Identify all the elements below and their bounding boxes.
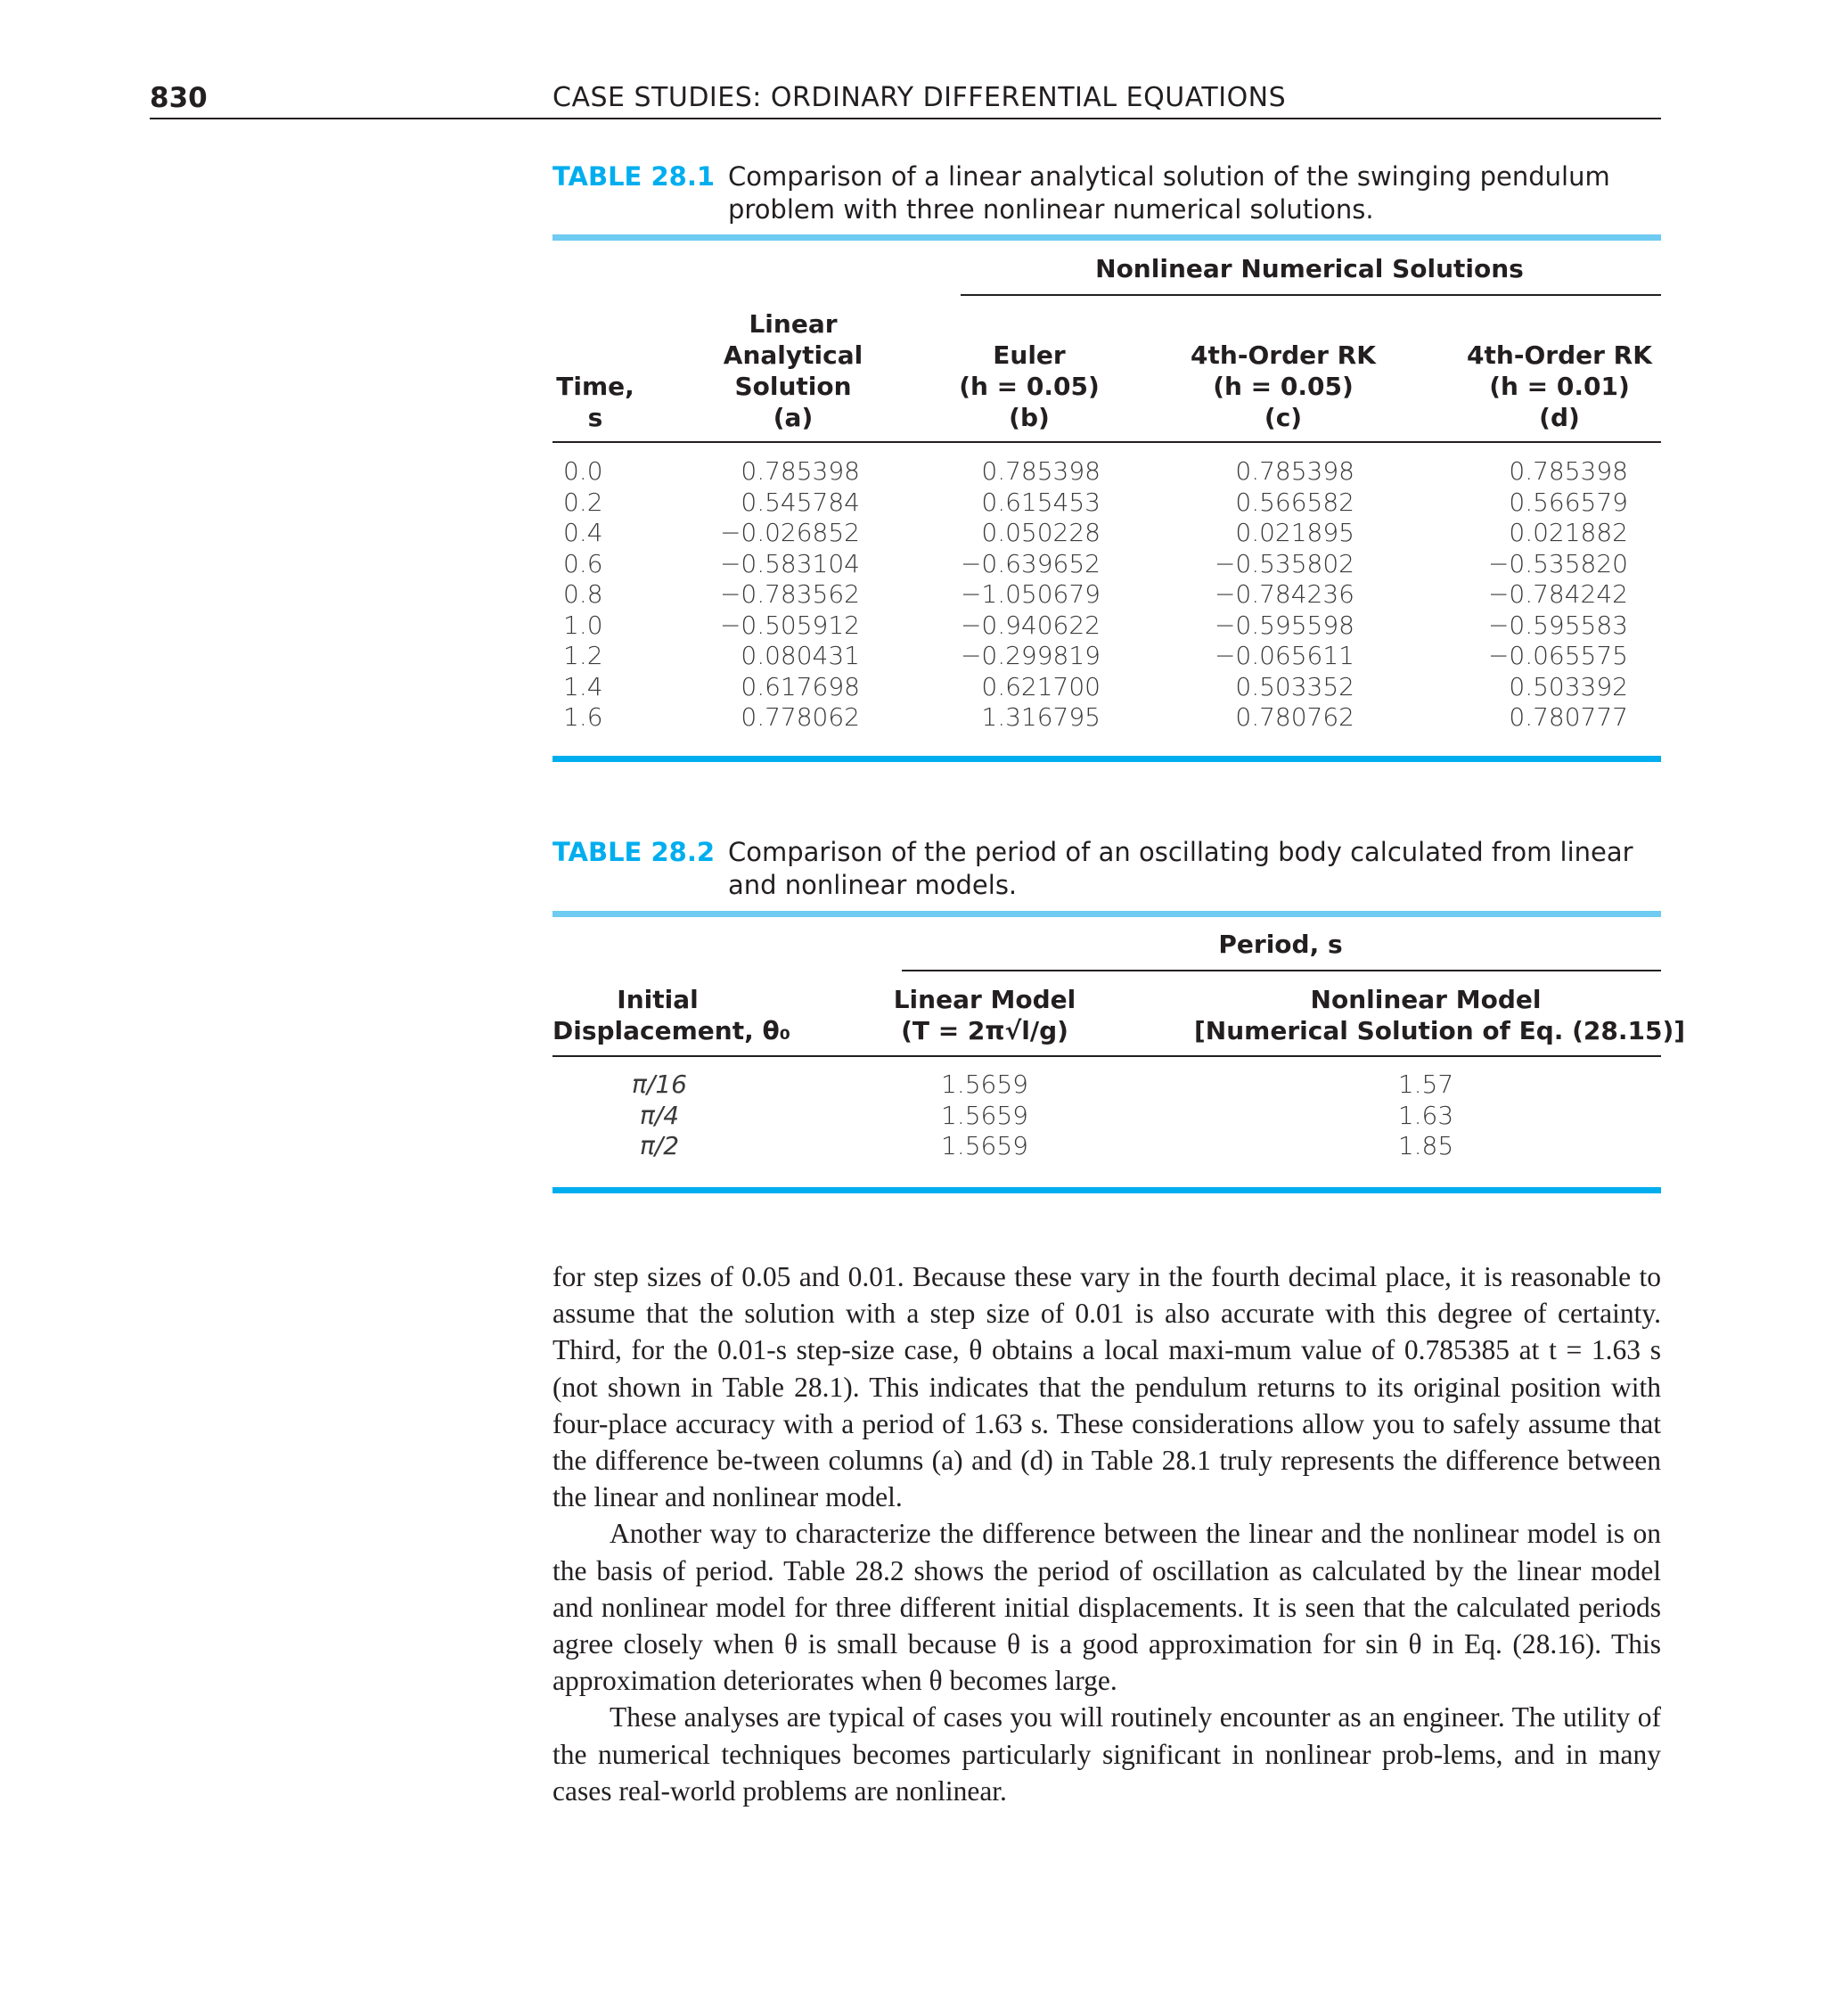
table1-col-time-l1: Time, (556, 372, 634, 401)
table-cell: 0.545784 (741, 487, 860, 517)
table1-col-b-l3: (b) (1009, 403, 1050, 432)
table-cell: 0.785398 (1235, 456, 1354, 486)
paragraph-2: Another way to characterize the difference between the linear and the nonlinear model is on the basis of period. Table 28.2 shows the period of oscillation as calculated by the linear model and nonlinear model for three different initial displacements. It is seen that the calculated periods agree closely when θ is small because θ is a good approximation for sin θ in Eq. (28.16). This approximation deteriorates when θ becomes large. (552, 1518, 1661, 1697)
table2-col-nonlinear (1194, 984, 1686, 1046)
table-cell: 0.6 (563, 548, 603, 578)
table-cell: 1.5659 (941, 1131, 1028, 1160)
table1-b-column (936, 456, 1101, 733)
table1-col-d (1453, 340, 1666, 433)
table-cell: 1.2 (563, 641, 603, 670)
table-cell: −0.784236 (1214, 579, 1354, 609)
table2-linear-column (927, 1069, 1043, 1162)
table2-group-rule (902, 970, 1661, 971)
table1-col-c-l2: (h = 0.05) (1213, 372, 1354, 401)
table2-caption-line1: Comparison of the period of an oscillating body calculated from linear (728, 837, 1633, 867)
table-cell: 1.5659 (941, 1100, 1028, 1130)
table1-time-column (563, 456, 603, 733)
table-cell: 1.57 (1397, 1069, 1454, 1099)
table-cell: −0.535802 (1214, 548, 1354, 578)
table-cell: −0.535820 (1487, 548, 1628, 578)
table1-col-d-l2: (h = 0.01) (1489, 372, 1630, 401)
table1-label: TABLE 28.1 (552, 161, 716, 192)
table2-col-linear (873, 984, 1096, 1046)
table1-bottom-rule (552, 756, 1661, 762)
table-cell: −0.026852 (719, 518, 860, 547)
table-cell: −0.783562 (719, 579, 860, 609)
table1-a-column (695, 456, 860, 733)
table-cell: 0.566582 (1235, 487, 1354, 517)
table-cell: 0.566579 (1509, 487, 1628, 517)
table-cell: 1.63 (1397, 1100, 1454, 1130)
table-cell: −0.940622 (960, 610, 1101, 640)
table2-bottom-rule (552, 1187, 1661, 1193)
table-cell: 0.621700 (981, 671, 1101, 701)
table-cell: π/4 (639, 1100, 680, 1130)
table1-col-a-l2: Analytical (723, 340, 863, 370)
table2-col-initial (552, 984, 790, 1046)
table-cell: 0.617698 (741, 671, 860, 701)
table-cell: 0.785398 (1509, 456, 1628, 486)
table-cell: 0.785398 (741, 456, 860, 486)
table1-c-column (1190, 456, 1354, 733)
table-cell: −0.065575 (1487, 641, 1628, 670)
table-cell: −0.299819 (960, 641, 1101, 670)
table1-col-c-l3: (c) (1264, 403, 1303, 432)
page-header (150, 80, 1661, 119)
table-cell: 0.050228 (981, 518, 1101, 547)
table-cell: 0.080431 (741, 641, 860, 670)
table2-displacement-column (597, 1069, 722, 1162)
table-cell: 0.778062 (741, 702, 860, 732)
table-cell: 0.021895 (1235, 518, 1354, 547)
table1-d-column (1463, 456, 1628, 733)
table-cell: 0.503352 (1235, 671, 1354, 701)
table-cell: 1.6 (563, 702, 603, 732)
table2-top-rule (552, 911, 1661, 917)
table1-col-d-l3: (d) (1539, 403, 1580, 432)
table1-col-a (704, 308, 882, 433)
table2-caption-line2: and nonlinear models. (728, 870, 1018, 900)
table-cell: 1.0 (563, 610, 603, 640)
table2-col-initial-l2: Displacement, θ₀ (552, 1016, 790, 1045)
table1-col-c-l1: 4th-Order RK (1191, 340, 1376, 370)
table-cell: 1.316795 (981, 702, 1101, 732)
table-cell: −0.639652 (960, 548, 1101, 578)
table-cell: π/2 (639, 1131, 680, 1160)
table-cell: 0.0 (563, 456, 603, 486)
table-cell: 0.8 (563, 579, 603, 609)
table2-group-header: Period, s (1218, 930, 1343, 959)
table2-col-nonlinear-l2: [Numerical Solution of Eq. (28.15)] (1194, 1016, 1686, 1045)
table1-header-rule (552, 441, 1661, 443)
page-number: 830 (150, 82, 208, 114)
table1-caption-line1: Comparison of a linear analytical solution of the swinging pendulum (728, 161, 1610, 192)
table-cell: 1.4 (563, 671, 603, 701)
table2-header-rule (552, 1055, 1661, 1057)
table-cell: 1.85 (1397, 1131, 1454, 1160)
table-cell: −0.784242 (1487, 579, 1628, 609)
table-cell: 0.785398 (981, 456, 1101, 486)
table1-col-c (1176, 340, 1390, 433)
table-cell: 1.5659 (941, 1069, 1028, 1099)
table1-col-a-l4: (a) (773, 403, 814, 432)
running-title: CASE STUDIES: ORDINARY DIFFERENTIAL EQUATIONS (552, 82, 1287, 113)
table-cell: π/16 (632, 1069, 687, 1099)
table2-col-initial-l1: Initial (617, 985, 699, 1014)
table-cell: −0.065611 (1214, 641, 1354, 670)
table-cell: 0.780762 (1235, 702, 1354, 732)
table-cell: 0.780777 (1509, 702, 1628, 732)
table1-col-a-l1: Linear (749, 309, 838, 339)
table1-col-time-l2: s (587, 403, 603, 432)
table2-col-nonlinear-l1: Nonlinear Model (1310, 985, 1542, 1014)
table2-caption (552, 836, 1661, 902)
table-cell: 0.503392 (1509, 671, 1628, 701)
table-cell: −0.595583 (1487, 610, 1628, 640)
table2-nonlinear-column (1372, 1069, 1479, 1162)
table-cell: 0.2 (563, 487, 603, 517)
table-cell: 0.615453 (981, 487, 1101, 517)
table1-top-rule (552, 234, 1661, 241)
table-cell: −0.505912 (719, 610, 860, 640)
table1-group-rule (961, 294, 1661, 296)
table-cell: −0.595598 (1214, 610, 1354, 640)
paragraph-1: for step sizes of 0.05 and 0.01. Because these vary in the fourth decimal place, it is reasonable to assume that the solution with a step size of 0.01 is also accurate with this degree of certainty. Third, for the 0.01-s step-size case, θ obtains a local maxi-mum value of 0.785385 at t = 1.63 s (not shown in Table 28.1). This indicates that the pendulum returns to its original position with four-place accuracy with a period of 1.63 s. These considerations allow you to safely assume that the difference be-tween columns (a) and (d) in Table 28.1 truly represents the difference between the linear and nonlinear model. (552, 1261, 1661, 1513)
table1-col-b (940, 340, 1118, 433)
table2-label: TABLE 28.2 (552, 837, 716, 867)
paragraph-3: These analyses are typical of cases you will routinely encounter as an engineer. The utility of the numerical techniques becomes particularly significant in nonlinear prob-lems, and in many cases real-world problems are nonlinear. (552, 1701, 1661, 1807)
table1-col-b-l1: Euler (993, 340, 1066, 370)
table-cell: −0.583104 (719, 548, 860, 578)
table-cell: 0.021882 (1509, 518, 1628, 547)
table1-col-time (552, 371, 638, 433)
table2-col-linear-l1: Linear Model (893, 985, 1076, 1014)
table-cell: −1.050679 (960, 579, 1101, 609)
table1-group-header: Nonlinear Numerical Solutions (1095, 254, 1524, 283)
table1-col-a-l3: Solution (734, 372, 852, 401)
table1-col-b-l2: (h = 0.05) (959, 372, 1100, 401)
table-cell: 0.4 (563, 518, 603, 547)
table1-col-d-l1: 4th-Order RK (1467, 340, 1652, 370)
table2-col-linear-l2: (T = 2π√l/g) (901, 1016, 1068, 1045)
body-text (552, 1258, 1661, 1809)
table1-caption (552, 160, 1661, 226)
table1-caption-line2: problem with three nonlinear numerical solutions. (728, 194, 1374, 225)
